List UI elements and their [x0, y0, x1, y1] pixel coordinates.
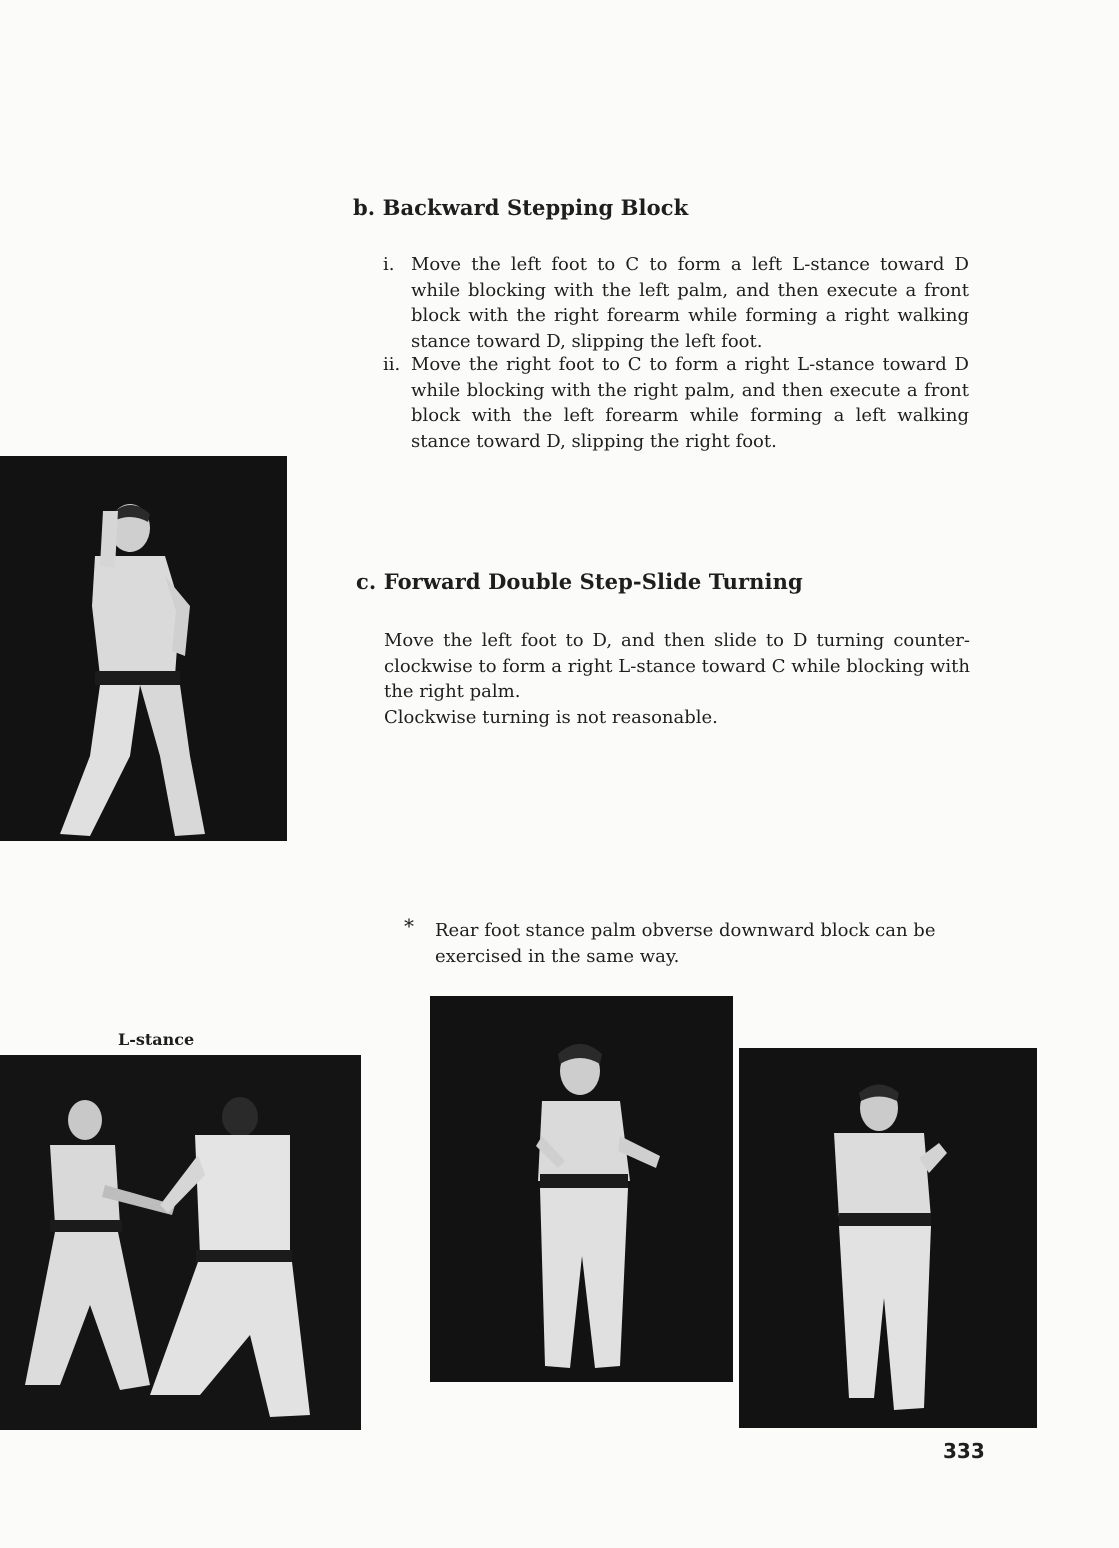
- note-text: Rear foot stance palm obverse downward block can be exercised in the same way.: [435, 920, 936, 967]
- figure-illustration: [0, 1055, 361, 1430]
- photo-left-figure: [0, 456, 287, 841]
- figure-illustration: [430, 996, 733, 1382]
- photo-right-figure: [739, 1048, 1037, 1428]
- list-number: i.: [383, 254, 395, 275]
- photo-l-stance-pair: [0, 1055, 361, 1430]
- photo-caption-l-stance: L-stance: [118, 1030, 195, 1049]
- note-marker: *: [404, 914, 414, 938]
- section-b-heading: b. Backward Stepping Block: [353, 195, 689, 220]
- photo-center-figure: [430, 996, 733, 1382]
- section-b-item-2: [383, 352, 969, 482]
- list-text: Move the right foot to C to form a right L-stance toward D while blocking with the right palm, and then execute a front block with the left forearm while forming a left walking stance toward D, slipping the right foot.: [411, 354, 969, 452]
- list-number: ii.: [383, 354, 401, 375]
- section-c-heading: c. Forward Double Step-Slide Turning: [356, 569, 803, 594]
- section-b-item-1: [383, 252, 969, 357]
- section-c-note-line: Clockwise turning is not reasonable.: [384, 707, 718, 728]
- figure-illustration: [0, 456, 287, 841]
- list-text: Move the left foot to C to form a left L-stance toward D while blocking with the left palm, and then execute a front block with the right forearm while forming a right walking stance toward D, slipping the left foot.: [411, 254, 969, 352]
- figure-illustration: [739, 1048, 1037, 1428]
- page-number: 333: [943, 1439, 985, 1463]
- section-c-paragraph: Move the left foot to D, and then slide to D turning counter-clockwise to form a right L-stance toward C while blocking with the right palm.: [384, 630, 970, 702]
